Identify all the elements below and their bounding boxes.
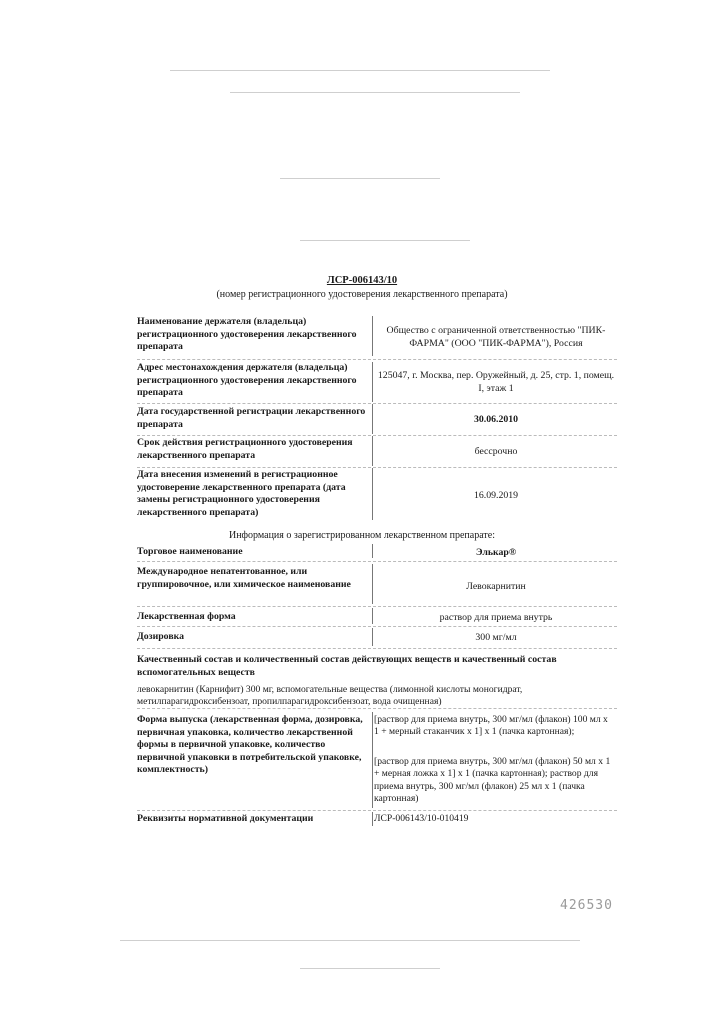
dosage-form-value: раствор для приема внутрь xyxy=(439,612,553,623)
row-separator xyxy=(137,626,617,627)
holder-name-label: Наименование держателя (владельца) регистрационного удостоверения лекарственного препарата xyxy=(137,316,357,353)
registration-date-label: Дата государственной регистрации лекарственного препарата xyxy=(137,406,366,430)
row-separator xyxy=(137,359,617,360)
changes-date-value: 16.09.2019 xyxy=(473,490,519,501)
validity-value: бессрочно xyxy=(474,446,518,457)
row-separator xyxy=(137,435,617,436)
scan-noise xyxy=(280,178,440,179)
holder-address-value: 125047, г. Москва, пер. Оружейный, д. 25, стр. 1, помещ. I, этаж 1 xyxy=(377,370,615,394)
packaging-value-1: [раствор для приема внутрь, 300 мг/мл (флакон) 100 мл x 1 + мерный стаканчик x 1] x 1 (пачка картонная); xyxy=(374,714,608,738)
registration-date-value: 30.06.2010 xyxy=(473,414,519,425)
holder-address-label: Адрес местонахождения держателя (владельца) регистрационного удостоверения лекарственного препарата xyxy=(137,362,357,399)
scan-noise xyxy=(230,92,520,93)
packaging-label: Форма выпуска (лекарственная форма, дозировка, первичная упаковка, количество лекарственной формы в первичной упаковке, количество первичной упаковки в потребительской упаковке, комплектность) xyxy=(137,714,363,776)
row-separator xyxy=(137,648,617,649)
dosage-form-label: Лекарственная форма xyxy=(137,611,236,622)
scan-noise xyxy=(120,940,580,941)
registration-caption: (номер регистрационного удостоверения лекарственного препарата) xyxy=(216,289,508,300)
row-separator xyxy=(137,561,617,562)
holder-name-value: Общество с ограниченной ответственностью "ПИК-ФАРМА" (ООО "ПИК-ФАРМА"), Россия xyxy=(386,325,606,349)
stamp-number: 426530 xyxy=(560,898,613,913)
scan-noise xyxy=(170,70,550,71)
trade-name-value: Элькар® xyxy=(475,547,517,558)
dosage-label: Дозировка xyxy=(137,631,185,642)
composition-text: левокарнитин (Карнифит) 300 мг, вспомогательные вещества (лимонной кислоты моногидрат, метилпарагидроксибензоат, пропилпарагидроксибензоат, вода очищенная) xyxy=(137,684,523,708)
inn-label: Международное непатентованное, или группировочное, или химическое наименование xyxy=(137,566,351,590)
row-separator xyxy=(137,606,617,607)
info-heading: Информация о зарегистрированном лекарственном препарате: xyxy=(228,530,495,541)
row-separator xyxy=(137,467,617,468)
inn-value: Левокарнитин xyxy=(466,581,526,592)
validity-label: Срок действия регистрационного удостоверения лекарственного препарата xyxy=(137,437,353,461)
composition-heading: Качественный состав и количественный состав действующих веществ и качественный состав вспомогательных веществ xyxy=(137,654,557,678)
scan-noise xyxy=(300,240,470,241)
normative-value: ЛСР-006143/10-010419 xyxy=(374,813,469,824)
packaging-value-2: [раствор для приема внутрь, 300 мг/мл (флакон) 50 мл x 1 + мерная ложка x 1] x 1 (пачка картонная); раствор для приема внутрь, 300 мг/мл (флакон) 25 мл x 1 (пачка картонная) xyxy=(374,756,611,805)
row-separator xyxy=(137,403,617,404)
dosage-value: 300 мг/мл xyxy=(475,632,517,643)
changes-date-label: Дата внесения изменений в регистрационное удостоверение лекарственного препарата (дата замены регистрационного удостоверения лекарственного препарата) xyxy=(137,469,346,518)
normative-label: Реквизиты нормативной документации xyxy=(137,813,314,824)
row-separator xyxy=(137,810,617,811)
registration-number: ЛСР-006143/10 xyxy=(326,275,398,286)
scan-noise xyxy=(300,968,440,969)
trade-name-label: Торговое наименование xyxy=(137,546,243,557)
